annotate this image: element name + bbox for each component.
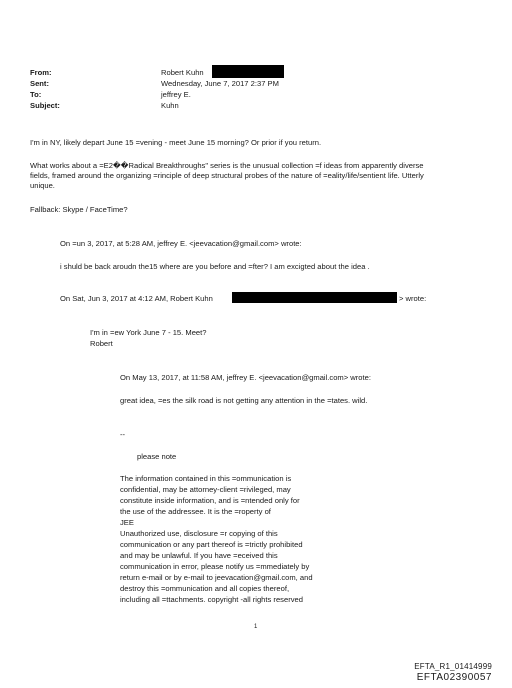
subject-label: Subject: [30,101,60,110]
notice-line: including all =ttachments. copyright -all rights reserved [120,595,303,604]
from-label: From: [30,68,52,77]
notice-line: The information contained in this =ommunication is [120,474,292,483]
to-value: jeffrey E. [161,90,191,99]
signature-dash: -- [120,430,126,439]
body-para-2-line-3: unique. [30,181,55,190]
page-number: 1 [254,624,258,630]
from-value: Robert Kuhn [161,68,204,77]
notice-line: confidential, may be attorney-client =rivileged, may [120,485,291,494]
footer-id-1: EFTA_R1_01414999 [414,662,492,671]
sent-label: Sent: [30,79,49,88]
notice-line: the use of the addressee. It is the =roperty of [120,507,271,516]
quote-1-text: i shuld be back aroudn the15 where are you before and =fter? I am excigted about the idea . [60,262,370,271]
please-note: please note [137,452,177,461]
notice-line: communication in error, please notify us =mmediately by [120,562,310,571]
quote-3-header: On May 13, 2017, at 11:58 AM, jeffrey E. <jeevacation@gmail.com> wrote: [120,373,371,382]
notice-line: destroy this =ommunication and all copies thereof, [120,584,290,593]
body-line-1: I'm in NY, likely depart June 15 =vening - meet June 15 morning? Or prior if you return. [30,138,322,147]
notice-line: return e-mail or by e-mail to jeevacation@gmail.com, and [120,573,313,582]
quote-2-line-2: Robert [90,339,113,348]
body-para-2-line-2: fields, framed around the organizing =rinciple of deep structural probes of the nature of =eality/life/sentient life. Utterly [30,171,424,180]
sent-value: Wednesday, June 7, 2017 2:37 PM [161,79,279,88]
redaction-bar [232,292,397,303]
subject-value: Kuhn [161,101,179,110]
quote-2-header-end: > wrote: [399,294,427,303]
notice-line: Unauthorized use, disclosure =r copying of this [120,529,278,538]
notice-line: constitute inside information, and is =ntended only for [120,496,300,505]
quote-3-text: great idea, =es the silk road is not getting any attention in the =tates. wild. [120,396,368,405]
body-para-2-line-1: What works about a =E2��Radical Breakthroughs" series is the unusual collection =f ideas from apparently diverse [30,161,424,170]
redaction-bar [212,65,284,78]
quote-1-header: On =un 3, 2017, at 5:28 AM, jeffrey E. <jeevacation@gmail.com> wrote: [60,239,302,248]
quote-2-line-1: I'm in =ew York June 7 - 15. Meet? [90,328,207,337]
quote-2-header: On Sat, Jun 3, 2017 at 4:12 AM, Robert Kuhn [60,294,213,303]
notice-line: JEE [120,518,134,527]
notice-line: communication or any part thereof is =trictly prohibited [120,540,303,549]
body-fallback: Fallback: Skype / FaceTime? [30,205,128,214]
notice-line: and may be unlawful. If you have =eceived this [120,551,278,560]
footer-id-2: EFTA02390057 [416,672,492,683]
to-label: To: [30,90,42,99]
